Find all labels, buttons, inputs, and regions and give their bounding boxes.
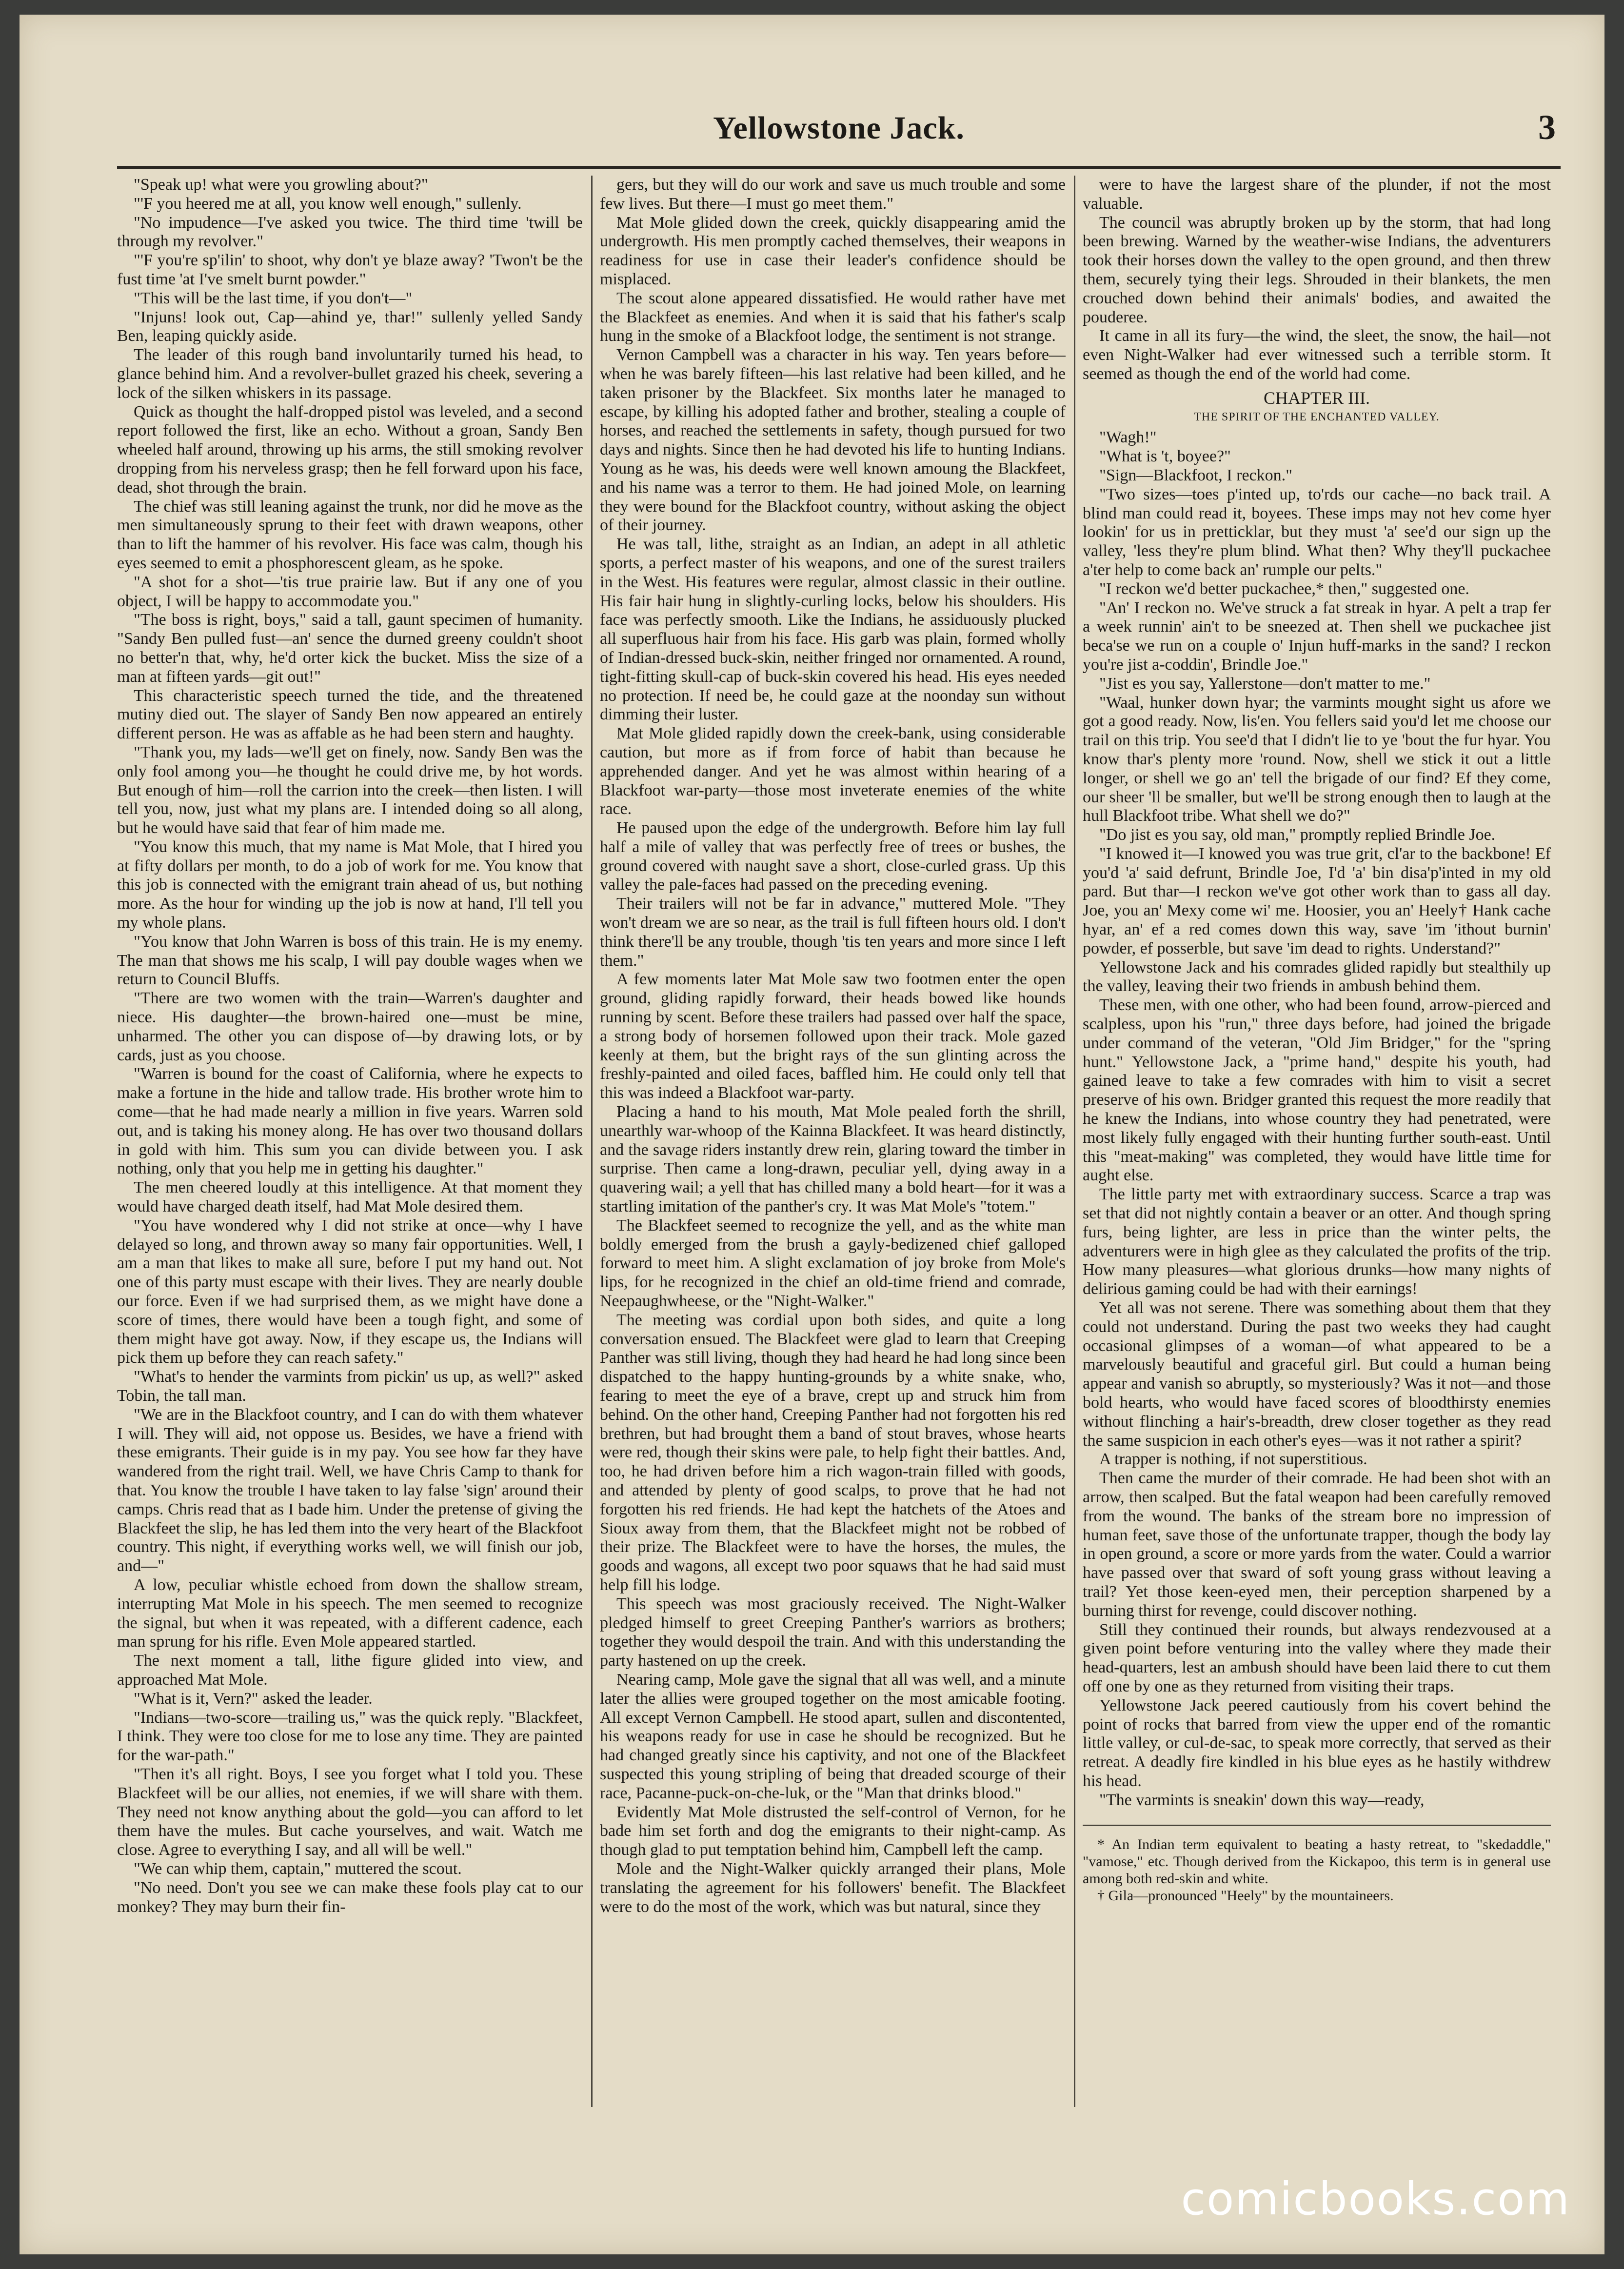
chapter-heading: CHAPTER III.	[1264, 388, 1370, 408]
paragraph: The next moment a tall, lithe figure glided into view, and approached Mat Mole.	[117, 1652, 583, 1689]
paragraph: It came in all its fury—the wind, the sleet, the snow, the hail—not even Night-Walker had ever witnessed such a terrible storm. It seemed as though the end of the world had come.	[1083, 327, 1551, 383]
paragraph: "No impudence—I've asked you twice. The third time 'twill be through my revolver."	[117, 213, 583, 251]
paragraph: gers, but they will do our work and save us much trouble and some few lives. But there—I must go meet them."	[600, 176, 1066, 213]
paragraph: Mat Mole glided rapidly down the creek-bank, using considerable caution, but more as if from force of habit than because he apprehended danger. And yet he was almost within hearing of a Blackfoot war-party—those most inveterate enemies of the white race.	[600, 724, 1066, 818]
paragraph: Mole and the Night-Walker quickly arranged their plans, Mole translating the agreement for his followers' benefit. The Blackfeet were to do the most of the work, which was but natural, since they	[600, 1859, 1066, 1916]
paragraph: "An' I reckon no. We've struck a fat streak in hyar. A pelt a trap fer a week runnin' ain't to be sneezed at. Then shell we puckachee jist beca'se we run on a couple o' Injun huff-marks in the sand? I reckon you're jist a-coddin', Brindle Joe."	[1083, 598, 1551, 674]
paragraph: "Waal, hunker down hyar; the varmints mought sight us afore we got a good ready. Now, lis'en. You fellers said you'd let me choose our trail on this trip. You see'd that I didn't lie to ye 'bout the fur hyar. You know thar's plenty more 'round. Now, shell we stick it out a little longer, or shell we go an' tell the brigade of our find? Ef they come, our sheer 'll be smaller, but we'll be strong enough then to laugh at the hull Blackfoot tribe. What shell we do?"	[1083, 693, 1551, 825]
paragraph: "What is it, Vern?" asked the leader.	[134, 1689, 373, 1708]
paragraph: "Then it's all right. Boys, I see you forget what I told you. These Blackfeet will be our allies, not enemies, if we will share with them. They need not know anything about the gold—you can afford to let them have the mules. But cache yourselves, and wait. Watch me close. Agree to everything I say, and all will be well."	[117, 1765, 583, 1859]
paragraph: Then came the murder of their comrade. He had been shot with an arrow, then scalped. But the fatal weapon had been carefully removed from the wound. The banks of the stream bore no impression of human feet, save those of the unfortunate trapper, though the body lay in open ground, a score or more yards from the water. Could a warrior have passed over that sward of soft young grass without leaving a trail? Yet those keen-eyed men, their perception sharpened by a burning thirst for revenge, could discover nothing.	[1083, 1469, 1551, 1620]
paragraph: He was tall, lithe, straight as an Indian, an adept in all athletic sports, a perfect master of his weapons, and one of the surest trailers in the West. His features were regular, almost classic in their outline. His fair hair hung in slightly-curling locks, below his shoulders. His face was perfectly smooth. Like the Indians, he assiduously plucked all superfluous hair from his face. His garb was plain, formed wholly of Indian-dressed buck-skin, neither fringed nor ornamented. A round, tight-fitting skull-cap of buck-skin covered his head. His eyes needed no protection. If need be, he could gaze at the noonday sun without dimming their luster.	[600, 535, 1066, 724]
paragraph: Yellowstone Jack and his comrades glided rapidly but stealthily up the valley, leaving their two friends in ambush behind them.	[1083, 958, 1551, 995]
paragraph: "We can whip them, captain," muttered the scout.	[134, 1859, 462, 1878]
paragraph: These men, with one other, who had been found, arrow-pierced and scalpless, upon his "run," three days before, had joined the brigade under command of the veteran, "Old Jim Bridger," for the "spring hunt." Yellowstone Jack, a "prime hand," despite his youth, had gained leave to take a few comrades with him to visit a secret preserve of his own. Bridger granted this request the more readily that he knew the Indians, into whose country they had penetrated, were most likely fully engaged with their hunting further south-east. Until this "meat-making" was completed, they would have little time for aught else.	[1083, 996, 1551, 1185]
paragraph: "Thank you, my lads—we'll get on finely, now. Sandy Ben was the only fool among you—he thought he could drive me, by hot words. But enough of him—roll the carrion into the creek—then listen. I will tell you, now, just what my plans are. I intended doing so all along, but he would have said that fear of him made me.	[117, 743, 583, 837]
paragraph: "You know that John Warren is boss of this train. He is my enemy. The man that shows me his scalp, I will pay double wages when we return to Council Bluffs.	[117, 932, 583, 989]
paragraph: "You have wondered why I did not strike at once—why I have delayed so long, and thrown away so many fair opportunities. Well, I am a man that likes to make all sure, before I put my hand out. Not one of this party must escape with their lives. They are nearly double our force. Even if we had surprised them, as we might have done a score of times, there would have been a tough fight, and some of them might have got away. Now, if they escape us, the Indians will pick them up before they can reach safety."	[117, 1216, 583, 1367]
text-columns	[117, 176, 1551, 2127]
paragraph: This speech was most graciously received. The Night-Walker pledged himself to greet Creeping Panther's warriors as brothers; together they would despoil the train. And with this understanding the party hastened on up the creek.	[600, 1594, 1066, 1670]
paragraph: A low, peculiar whistle echoed from down the shallow stream, interrupting Mat Mole in his speech. The men seemed to recognize the signal, but when it was repeated, with a different cadence, each man sprung for his rifle. Even Mole appeared startled.	[117, 1575, 583, 1651]
paragraph: The little party met with extraordinary success. Scarce a trap was set that did not nightly contain a beaver or an otter. And though spring furs, being lighter, are less in price than the winter pelts, the adventurers were in high glee as they calculated the profits of the trip. How many pleasures—what glorious drunks—how many nights of delirious gaming could be had with their earnings!	[1083, 1185, 1551, 1298]
paragraph: He paused upon the edge of the undergrowth. Before him lay full half a mile of valley that was perfectly free of trees or bushes, the ground covered with naught save a short, close-curled grass. Up this valley the pale-faces had passed on the preceding evening.	[600, 819, 1066, 894]
newspaper-page	[20, 15, 1604, 2254]
column-1	[117, 176, 583, 2127]
paragraph: "We are in the Blackfoot country, and I can do with them whatever I will. They will aid, not oppose us. Besides, we have a friend with these emigrants. Their guide is in my pay. You see how far they have wandered from the right trail. Well, we have Chris Camp to thank for that. You know the trouble I have taken to lay false 'sign' around their camps. Chris read that as I bade him. Under the pretense of giving the Blackfeet the slip, he has led them into the very heart of the Blackfoot country. This night, if everything works well, we will finish our job, and—"	[117, 1405, 583, 1575]
paragraph: "Speak up! what were you growling about?"	[134, 176, 428, 194]
paragraph: "This will be the last time, if you don't—"	[134, 289, 413, 307]
paragraph: "'F you're sp'ilin' to shoot, why don't ye blaze away? 'Twon't be the fust time 'at I've smelt burnt powder."	[117, 251, 583, 288]
paragraph: The council was abruptly broken up by the storm, that had long been brewing. Warned by the weather-wise Indians, the adventurers took their horses down the valley to the open ground, and then threw them, securely tying their legs. Shrouded in their blankets, the men crouched down behind their animals' bodies, and awaited the pouderee.	[1083, 213, 1551, 326]
watermark: comicbooks.com	[1181, 2173, 1570, 2225]
paragraph: "'F you heered me at all, you know well enough," sullenly.	[134, 194, 522, 213]
paragraph: The scout alone appeared dissatisfied. He would rather have met the Blackfeet as enemies. And when it is said that his father's scalp hung in the smoke of a Blackfoot lodge, the sentiment is not strange.	[600, 289, 1066, 345]
paragraph: "No need. Don't you see we can make these fools play cat to our monkey? They may burn their fin-	[117, 1878, 583, 1916]
paragraph: "Warren is bound for the coast of California, where he expects to make a fortune in the hide and tallow trade. His brother wrote him to come—that he had made nearly a million in five years. Warren sold out, and is taking his money along. He has over two thousand dollars in gold with him. This sum you can divide between you. I ask nothing, only that you help me in getting his daughter."	[117, 1065, 583, 1178]
column-3-top	[1083, 176, 1551, 384]
page-title: Yellowstone Jack.	[713, 110, 965, 146]
paragraph: "Jist es you say, Yallerstone—don't matter to me."	[1099, 674, 1431, 693]
page-number: 3	[1538, 108, 1556, 147]
paragraph: The meeting was cordial upon both sides, and quite a long conversation ensued. The Blackfeet were glad to learn that Creeping Panther was still living, though they had heard he had long since been dispatched to the happy hunting-grounds by a white snake, who, fearing to meet the eye of a brave, crept up and struck him from behind. On the other hand, Creeping Panther had not forgotten his red brethren, but had brought them a band of stout braves, whose hearts were red, though their skins were pale, to help fight their battles. And, too, he had driven before him a rich wagon-train filled with goods, and attended by plenty of good scalps, to prove that he had not forgotten his red friends. He had kept the hatchets of the Atoes and Sioux away from them, that the Blackfeet might not be robbed of their prize. The Blackfeet were to have the horses, the mules, the goods and wagons, all except two poor squaws that he had said must help fill his lodge.	[600, 1311, 1066, 1594]
footnote: † Gila—pronounced "Heely" by the mountaineers.	[1097, 1887, 1394, 1904]
paragraph: "A shot for a shot—'tis true prairie law. But if any one of you object, I will be happy to accommodate you."	[117, 573, 583, 610]
paragraph: were to have the largest share of the plunder, if not the most valuable.	[1083, 176, 1551, 213]
paragraph: Vernon Campbell was a character in his way. Ten years before—when he was barely fifteen—his last relative had been killed, and he taken prisoner by the Blackfeet. Six months later he managed to escape, by killing his adopted father and brother, stealing a couple of horses, and reached the settlements in safety, though pursued for two days and nights. Since then he had devoted his life to hunting Indians. Young as he was, his deeds were well known amoung the Blackfeet, and his name was a terror to them. He had joined Mole, on learning they were bound for the Blackfoot country, without asking the object of their journey.	[600, 346, 1066, 535]
paragraph: "Do jist es you say, old man," promptly replied Brindle Joe.	[1099, 826, 1496, 844]
paragraph: "Two sizes—toes p'inted up, to'rds our cache—no back trail. A blind man could read it, boyees. These imps may not hev come hyer lookin' for us in pretticklar, but they must 'a' see'd our sign up the valley, 'less they're plum blind. What then? Why they'll puckachee a'ter help to come back an' rumple our pelts."	[1083, 485, 1551, 579]
paragraph: A few moments later Mat Mole saw two footmen enter the open ground, gliding rapidly forward, their heads bowed like hounds running by scent. Before these trailers had passed over half the space, a strong body of horsemen followed upon their track. Mole gazed keenly at them, but the bright rays of the sun glinting across the freshly-painted and oiled faces, baffled him. He could only tell that this was indeed a Blackfoot war-party.	[600, 970, 1066, 1102]
paragraph: "Sign—Blackfoot, I reckon."	[1099, 466, 1293, 484]
paragraph: "I reckon we'd better puckachee,* then," suggested one.	[1099, 579, 1469, 598]
paragraph: "Indians—two-score—trailing us," was the quick reply. "Blackfeet, I think. They were too close for me to lose any time. They are painted for the war-path."	[117, 1708, 583, 1765]
paragraph: "There are two women with the train—Warren's daughter and niece. His daughter—the brown-haired one—must be mine, unharmed. The other you can dispose of—by drawing lots, or by cards, just as you choose.	[117, 989, 583, 1064]
paragraph: The Blackfeet seemed to recognize the yell, and as the white man boldly emerged from the brush a gayly-bedizened chief galloped forward to meet him. A slight exclamation of joy broke from Mole's lips, for he recognized in the chief an old-time friend and comrade, Neepaughwheese, or the "Night-Walker."	[600, 1216, 1066, 1311]
paragraph: "Wagh!"	[1099, 428, 1157, 447]
column-2	[600, 176, 1066, 2127]
paragraph: A trapper is nothing, if not superstitious.	[1099, 1450, 1367, 1469]
paragraph: "Injuns! look out, Cap—ahind ye, thar!" sullenly yelled Sandy Ben, leaping quickly aside.	[117, 308, 583, 345]
paragraph: Nearing camp, Mole gave the signal that all was well, and a minute later the allies were grouped together on the most amicable footing. All except Vernon Campbell. He stood apart, sullen and discontented, his weapons ready for use in case he should be recognized. But he had changed greatly since his captivity, and not one of the Blackfeet suspected this young stripling of being that dreaded scourge of their race, Pacanne-puck-on-che-luk, or the "Man that drinks blood."	[600, 1670, 1066, 1802]
footnotes	[1083, 1825, 1551, 1904]
paragraph: Yellowstone Jack peered cautiously from his covert behind the point of rocks that barred from view the upper end of the romantic little valley, or cul-de-sac, to speak more correctly, that served as their retreat. A deadly fire kindled in his blue eyes as he hastily withdrew his head.	[1083, 1696, 1551, 1790]
chapter-subtitle: THE SPIRIT OF THE ENCHANTED VALLEY.	[1194, 410, 1440, 423]
paragraph: Evidently Mat Mole distrusted the self-control of Vernon, for he bade him set forth and dog the emigrants to their night-camp. As though glad to put temptation behind him, Campbell left the camp.	[600, 1803, 1066, 1859]
paragraph: Placing a hand to his mouth, Mat Mole pealed forth the shrill, unearthly war-whoop of the Kainna Blackfeet. It was heard distinctly, and the savage riders instantly drew rein, glaring toward the timber in surprise. Then came a long-drawn, peculiar yell, dying away in a quavering wail; a yell that has chilled many a bold heart—for it was a startling imitation of the panther's cry. It was Mat Mole's "totem."	[600, 1103, 1066, 1216]
paragraph: The men cheered loudly at this intelligence. At that moment they would have charged death itself, had Mat Mole desired them.	[117, 1178, 583, 1216]
paragraph: "The boss is right, boys," said a tall, gaunt specimen of humanity. "Sandy Ben pulled fust—an' sence the durned greeny couldn't shoot no better'n that, why, he'd orter kick the bucket. Miss the size of a man at fifteen yards—git out!"	[117, 611, 583, 686]
column-divider	[1074, 176, 1075, 2107]
paragraph: "I knowed it—I knowed you was true grit, cl'ar to the backbone! Ef you'd 'a' said defrunt, Brindle Joe, I'd 'a' bin disa'p'inted in my old pard. But thar—I reckon we've got other work than to gass all day. Joe, you an' Mexy come wi' me. Hoosier, you an' Heely† Hank cache hyar, an' ef a red comes down this way, save 'im 'ithout burnin' powder, ef posserble, but save 'im dead to rights. Understand?"	[1083, 844, 1551, 957]
paragraph: The chief was still leaning against the trunk, nor did he move as the men simultaneously sprung to their feet with drawn weapons, other than to lift the hammer of his revolver. His face was calm, though his eyes seemed to emit a phosphorescent gleam, as he spoke.	[117, 497, 583, 572]
paragraph: Mat Mole glided down the creek, quickly disappearing amid the undergrowth. His men promptly cached themselves, their weapons in readiness for use in case their leader's confidence should be misplaced.	[600, 213, 1066, 288]
paragraph: "The varmints is sneakin' down this way—ready,	[1099, 1791, 1425, 1809]
paragraph: Quick as thought the half-dropped pistol was leveled, and a second report followed the first, like an echo. Without a groan, Sandy Ben wheeled half around, throwing up his arms, the still smoking revolver dropping from his nerveless grasp; then he fell forward upon his face, dead, shot through the brain.	[117, 402, 583, 497]
column-3-chapter-text	[1083, 428, 1551, 1810]
paragraph: "What's to hender the varmints from pickin' us up, as well?" asked Tobin, the tall man.	[117, 1368, 583, 1405]
paragraph: Still they continued their rounds, but always rendezvoused at a given point before venturing into the valley where they made their head-quarters, lest an ambush should have been laid there to cut them off one by one as they returned from visiting their traps.	[1083, 1620, 1551, 1695]
paragraph: The leader of this rough band involuntarily turned his head, to glance behind him. And a revolver-bullet grazed his cheek, severing a lock of the silken whiskers in its passage.	[117, 346, 583, 402]
paragraph: Yet all was not serene. There was something about them that they could not understand. During the past two weeks they had caught occasional glimpses of a woman—of what appeared to be a marvelously beautiful and graceful girl. But could a human being appear and vanish so abruptly, so mysteriously? Was it not—and those bold hearts, who would have faced scores of bloodthirsty enemies without flinching a hair's-breadth, drew closer together as they read the same suspicion in each other's eyes—was it not rather a spirit?	[1083, 1299, 1551, 1450]
column-divider	[591, 176, 593, 2107]
column-3	[1083, 176, 1551, 2127]
paragraph: "What is 't, boyee?"	[1099, 447, 1231, 466]
footnote: * An Indian term equivalent to beating a hasty retreat, to "skedaddle," "vamose," etc. Though derived from the Kickapoo, this term is in general use among both red-skin and white.	[1083, 1836, 1551, 1887]
paragraph: "You know this much, that my name is Mat Mole, that I hired you at fifty dollars per month, to do a job of work for me. You know that this job is connected with the emigrant train ahead of us, but nothing more. As the hour for winding up the job is now at hand, I'll tell you my whole plans.	[117, 837, 583, 932]
paragraph: Their trailers will not be far in advance," muttered Mole. "They won't dream we are so near, as the trail is full fifteen hours old. I don't think there'll be any trouble, though 'tis ten years and more since I left them."	[600, 895, 1066, 970]
paragraph: This characteristic speech turned the tide, and the threatened mutiny died out. The slayer of Sandy Ben now appeared an entirely different person. He was as affable as he had been stern and haughty.	[117, 686, 583, 743]
page-header	[117, 93, 1561, 169]
